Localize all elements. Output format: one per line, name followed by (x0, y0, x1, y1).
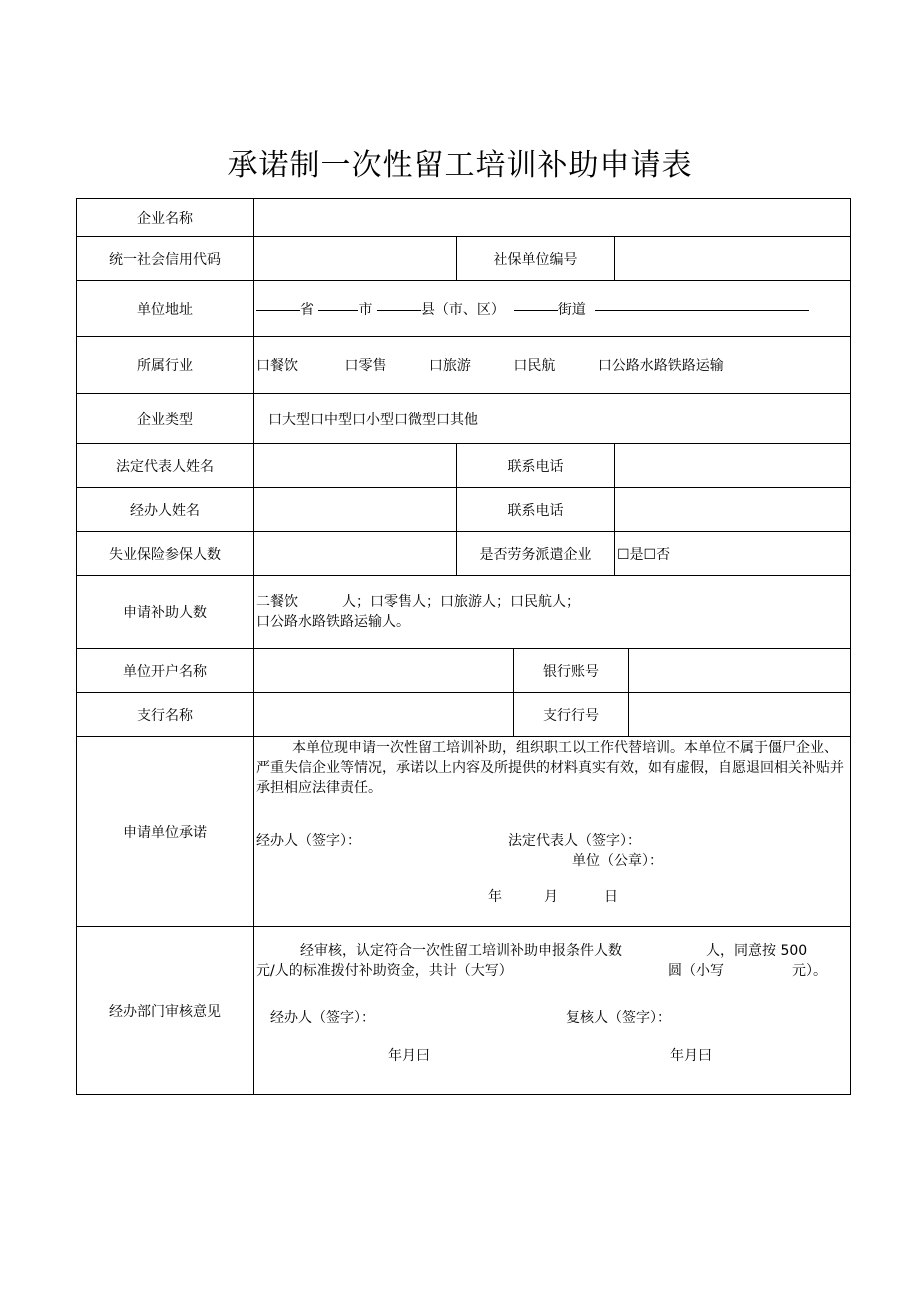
row-handler (77, 488, 851, 532)
industry-option-catering[interactable]: 口餐饮 (256, 358, 298, 374)
legal-rep-phone-field[interactable] (615, 444, 851, 488)
row-branch (77, 693, 851, 737)
street-blank[interactable] (514, 309, 558, 311)
company-name-field[interactable] (254, 199, 851, 237)
legal-rep-phone-label: 联系电话 (457, 444, 615, 488)
handler-phone-label: 联系电话 (457, 488, 615, 532)
review-line1-text: 经审核，认定符合一次性留工培训补助申报条件人数 (300, 943, 622, 959)
row-legal-rep (77, 444, 851, 488)
subsidy-count-field[interactable] (254, 576, 851, 649)
application-form-table (76, 198, 851, 1095)
insured-count-label: 失业保险参保人数 (77, 532, 254, 576)
labor-dispatch-options[interactable]: ☐是☐否 (615, 532, 851, 576)
commitment-month: 月 (544, 889, 558, 905)
row-company-name (77, 199, 851, 237)
subsidy-transport-text: 口公路水路铁路运输人。 (256, 614, 410, 630)
province-blank[interactable] (256, 309, 300, 311)
street-detail-blank[interactable] (595, 309, 809, 311)
review-sign-line (256, 1007, 848, 1027)
account-name-label: 单位开户名称 (77, 649, 254, 693)
city-text: 市 (358, 301, 373, 318)
row-address (77, 281, 851, 337)
page-title: 承诺制一次性留工培训补助申请表 (227, 148, 693, 183)
subsidy-catering-text: 二餐饮 (256, 594, 298, 610)
industry-option-retail[interactable]: 口零售 (344, 358, 387, 374)
credit-code-field[interactable] (254, 237, 457, 281)
commitment-handler-sign[interactable]: 经办人（签字）： (256, 833, 361, 849)
row-subsidy-count (77, 576, 851, 649)
branch-code-field[interactable] (629, 693, 851, 737)
company-type-label: 企业类型 (77, 394, 254, 444)
social-security-no-label: 社保单位编号 (457, 237, 615, 281)
commitment-text: 本单位现申请一次性留工培训补助，组织职工以工作代替培训。本单位不属于僵尸企业、严重失信企业等情况，承诺以上内容及所提供的材料真实有效，如有虚假，自愿退回相关补贴并承担相应法律责任。 (256, 740, 844, 796)
review-date-left: 年月曰 (388, 1048, 430, 1064)
social-security-no-field[interactable] (615, 237, 851, 281)
row-insured-count (77, 532, 851, 576)
row-company-type (77, 394, 851, 444)
insured-count-field[interactable] (254, 532, 457, 576)
commitment-seal-line (256, 850, 848, 870)
industry-option-transport[interactable]: 口公路水路铁路运输 (597, 358, 724, 374)
commitment-label: 申请单位承诺 (77, 737, 254, 927)
address-label: 单位地址 (77, 281, 254, 337)
review-line1-tail: 人，同意按 500 (706, 943, 808, 959)
review-date-line (256, 1045, 848, 1065)
address-field[interactable] (254, 281, 851, 337)
city-blank[interactable] (318, 309, 358, 311)
industry-option-aviation[interactable]: 口民航 (513, 358, 556, 374)
branch-name-field[interactable] (254, 693, 514, 737)
subsidy-others-text: 人；口零售人；口旅游人；口民航人； (342, 594, 580, 610)
company-type-options[interactable]: 口大型口中型口小型口微型口其他 (254, 394, 851, 444)
industry-option-tourism[interactable]: 口旅游 (428, 358, 471, 374)
review-label: 经办部门审核意见 (77, 927, 254, 1095)
street-text: 街道 (557, 301, 586, 318)
bank-account-label: 银行账号 (514, 649, 629, 693)
credit-code-label: 统一社会信用代码 (77, 237, 254, 281)
review-date-right: 年月曰 (670, 1048, 712, 1064)
branch-name-label: 支行名称 (77, 693, 254, 737)
province-text: 省 (300, 301, 314, 318)
account-name-field[interactable] (254, 649, 514, 693)
commitment-seal[interactable]: 单位（公章）： (572, 853, 663, 869)
commitment-year: 年 (488, 889, 502, 905)
review-content (254, 927, 851, 1095)
handler-name-field[interactable] (254, 488, 457, 532)
handler-phone-field[interactable] (615, 488, 851, 532)
commitment-date-line (256, 886, 848, 906)
commitment-content (254, 737, 851, 927)
subsidy-count-label: 申请补助人数 (77, 576, 254, 649)
review-line2-mid: 圆（小写 (668, 963, 724, 979)
review-handler-sign[interactable]: 经办人（签字）： (270, 1010, 375, 1026)
branch-code-label: 支行行号 (514, 693, 629, 737)
row-credit-code (77, 237, 851, 281)
industry-options (254, 337, 851, 394)
labor-dispatch-label: 是否劳务派遣企业 (457, 532, 615, 576)
industry-label: 所属行业 (77, 337, 254, 394)
row-commitment (77, 737, 851, 927)
review-line2-text: 元/人的标准拨付补助资金，共计（大写） (256, 963, 513, 979)
row-account-name (77, 649, 851, 693)
legal-rep-name-field[interactable] (254, 444, 457, 488)
county-blank[interactable] (377, 309, 421, 311)
company-name-label: 企业名称 (77, 199, 254, 237)
commitment-legal-rep-sign[interactable]: 法定代表人（签字）： (508, 833, 641, 849)
row-industry (77, 337, 851, 394)
row-review (77, 927, 851, 1095)
handler-name-label: 经办人姓名 (77, 488, 254, 532)
legal-rep-name-label: 法定代表人姓名 (77, 444, 254, 488)
county-text: 县（市、区） (420, 301, 505, 318)
review-reviewer-sign[interactable]: 复核人（签字）： (566, 1010, 671, 1026)
commitment-sign-line (256, 830, 848, 850)
commitment-day: 日 (604, 889, 618, 905)
review-line2-tail: 元）。 (792, 963, 827, 979)
bank-account-field[interactable] (629, 649, 851, 693)
